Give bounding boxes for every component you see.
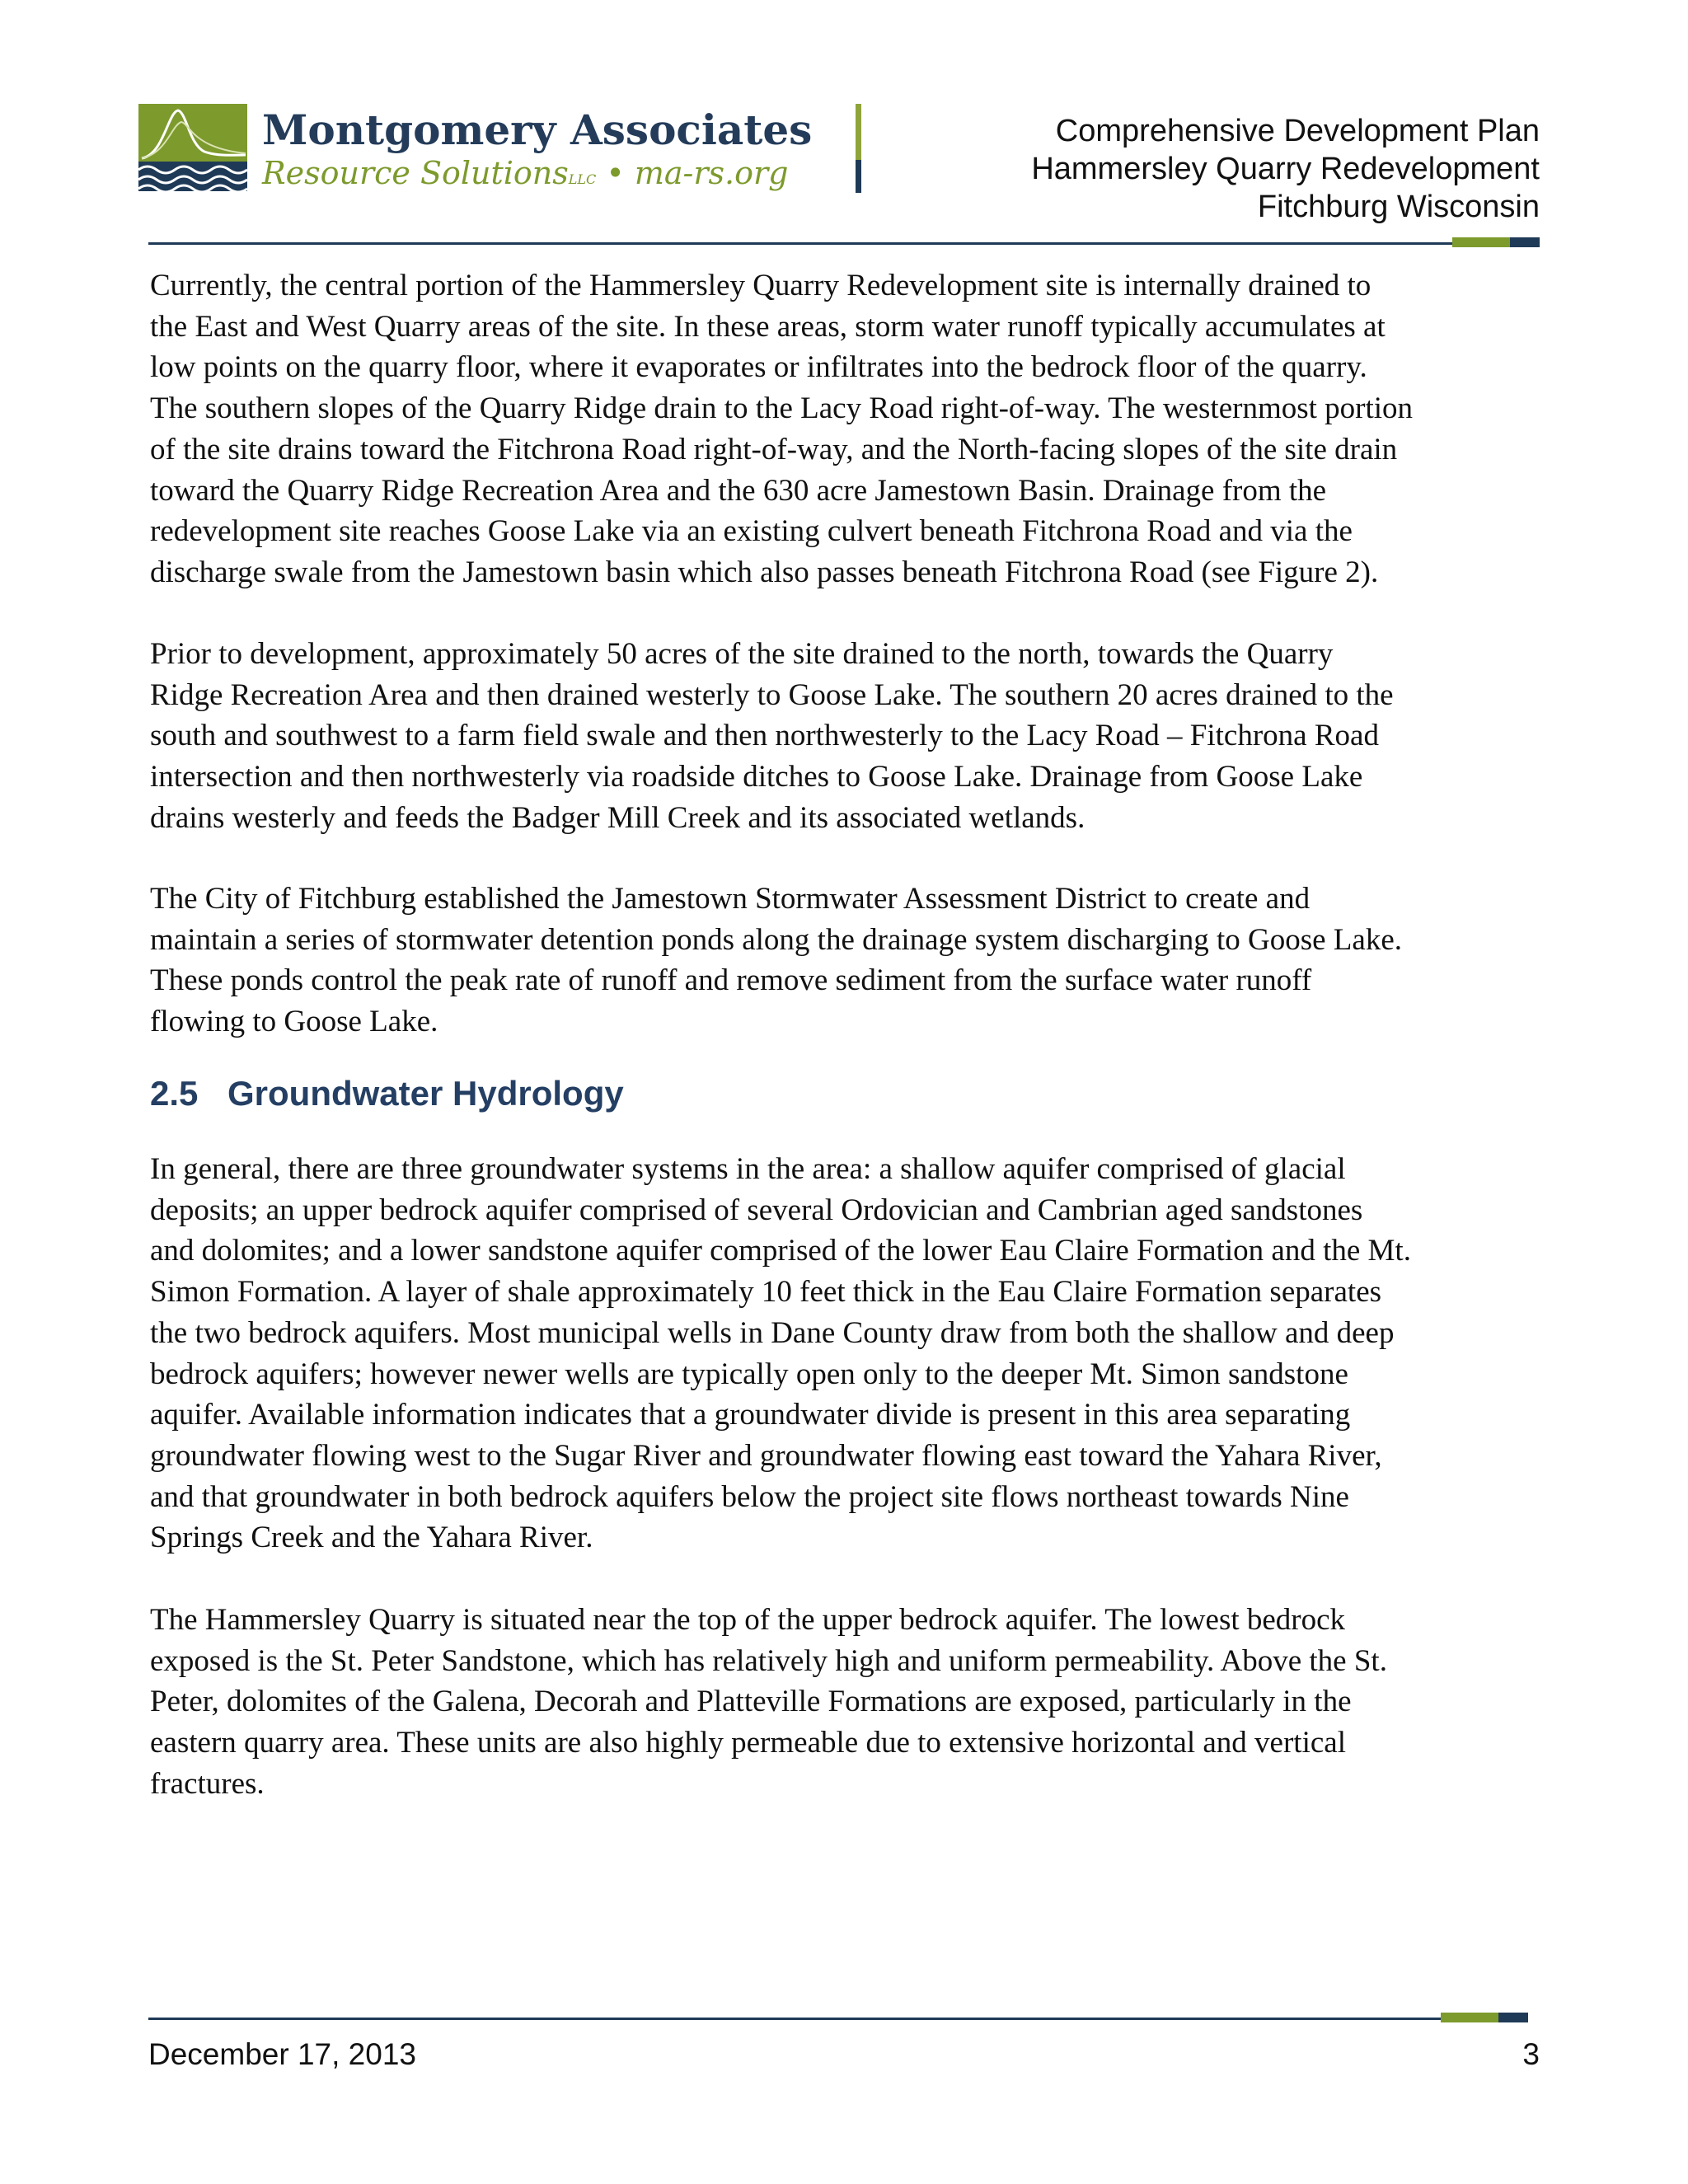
paragraph-line: the East and West Quarry areas of the site. In these areas, storm water runoff typically accumulates at [150,309,1386,344]
header-divider [856,104,861,193]
paragraph-line: Simon Formation. A layer of shale approximately 10 feet thick in the Eau Claire Formation separates [150,1275,1382,1310]
header-rule-accent-navy [1510,237,1540,247]
logo-company-name: Montgomery Associates [262,105,813,154]
logo-tagline [262,155,789,191]
paragraph-line: the two bedrock aquifers. Most municipal wells in Dane County draw from both the shallow and deep [150,1315,1395,1350]
paragraph-line: The City of Fitchburg established the Jamestown Stormwater Assessment District to create and [150,882,1311,916]
paragraph-line: maintain a series of stormwater detention ponds along the drainage system discharging to Goose Lake. [150,922,1403,957]
logo-llc: LLC [568,171,597,187]
paragraph-line: discharge swale from the Jamestown basin which also passes beneath Fitchrona Road (see Figure 2). [150,555,1379,589]
paragraph-line: and that groundwater in both bedrock aquifers below the project site flows northeast towards Nine [150,1479,1349,1514]
paragraph-quarry-geology [150,1600,1551,1805]
document-title-line-2: Hammersley Quarry Redevelopment [1031,152,1540,186]
document-title-block [1031,112,1540,226]
paragraph-line: Springs Creek and the Yahara River. [150,1521,593,1555]
logo-tagline-text: Resource Solutions [262,155,569,191]
paragraph-line: south and southwest to a farm field swale and then northwesterly to the Lacy Road – Fitchrona Road [150,719,1379,753]
paragraph-line: In general, there are three groundwater systems in the area: a shallow aquifer comprised of glacial [150,1152,1346,1186]
footer-rule-accent-green [1441,2013,1498,2022]
logo-website: • ma-rs.org [596,155,789,191]
paragraph-line: These ponds control the peak rate of runoff and remove sediment from the surface water runoff [150,963,1312,998]
footer-date: December 17, 2013 [148,2037,416,2071]
paragraph-stormwater-district [150,879,1551,1043]
paragraph-line: eastern quarry area. These units are also highly permeable due to extensive horizontal and vertical [150,1726,1346,1760]
footer-rule [148,2018,1528,2020]
section-number: 2.5 [150,1074,199,1113]
company-logo [138,104,813,196]
paragraph-line: The Hammersley Quarry is situated near the top of the upper bedrock aquifer. The lowest bedrock [150,1603,1346,1637]
header-rule [148,242,1540,245]
paragraph-line: The southern slopes of the Quarry Ridge drain to the Lacy Road right-of-way. The westernmost portion [150,391,1414,426]
paragraph-line: deposits; an upper bedrock aquifer comprised of several Ordovician and Cambrian aged sandstones [150,1193,1363,1227]
paragraph-line: bedrock aquifers; however newer wells are typically open only to the deeper Mt. Simon sandstone [150,1357,1348,1391]
paragraph-line: and dolomites; and a lower sandstone aquifer comprised of the lower Eau Claire Formation and the Mt. [150,1234,1411,1268]
paragraph-line: intersection and then northwesterly via roadside ditches to Goose Lake. Drainage from Goose Lake [150,760,1363,794]
paragraph-line: Currently, the central portion of the Hammersley Quarry Redevelopment site is internally drained to [150,269,1372,302]
document-title-line-3: Fitchburg Wisconsin [1257,190,1540,224]
paragraph-line: aquifer. Available information indicates that a groundwater divide is present in this area separating [150,1398,1351,1432]
paragraph-line: groundwater flowing west to the Sugar River and groundwater flowing east toward the Yahara River, [150,1438,1382,1473]
paragraph-line: Prior to development, approximately 50 acres of the site drained to the north, towards the Quarry [150,637,1334,671]
paragraph-line: fractures. [150,1766,265,1801]
section-heading [150,1074,624,1113]
paragraph-line: exposed is the St. Peter Sandstone, which has relatively high and uniform permeability. Above the St. [150,1643,1387,1678]
paragraph-pre-development [150,634,1551,839]
paragraph-line: low points on the quarry floor, where it evaporates or infiltrates into the bedrock floor of the quarry. [150,350,1367,385]
paragraph-line: Peter, dolomites of the Galena, Decorah and Platteville Formations are exposed, particularly in the [150,1685,1352,1719]
document-title-line-1: Comprehensive Development Plan [1055,114,1540,148]
header-rule-accent-green [1452,237,1510,247]
paragraph-line: toward the Quarry Ridge Recreation Area and the 630 acre Jamestown Basin. Drainage from the [150,473,1327,508]
paragraph-groundwater-systems [150,1149,1551,1558]
paragraph-drainage [150,265,1551,593]
paragraph-line: of the site drains toward the Fitchrona Road right-of-way, and the North-facing slopes of the site drain [150,432,1398,466]
paragraph-line: redevelopment site reaches Goose Lake via an existing culvert beneath Fitchrona Road and via the [150,514,1353,549]
section-title: Groundwater Hydrology [227,1074,624,1113]
paragraph-line: Ridge Recreation Area and then drained westerly to Goose Lake. The southern 20 acres drained to the [150,677,1394,712]
logo-mark-icon [138,104,247,191]
footer-rule-accent-navy [1498,2013,1528,2022]
paragraph-line: flowing to Goose Lake. [150,1005,438,1039]
paragraph-line: drains westerly and feeds the Badger Mill Creek and its associated wetlands. [150,800,1085,835]
page-number: 3 [1522,2037,1540,2071]
